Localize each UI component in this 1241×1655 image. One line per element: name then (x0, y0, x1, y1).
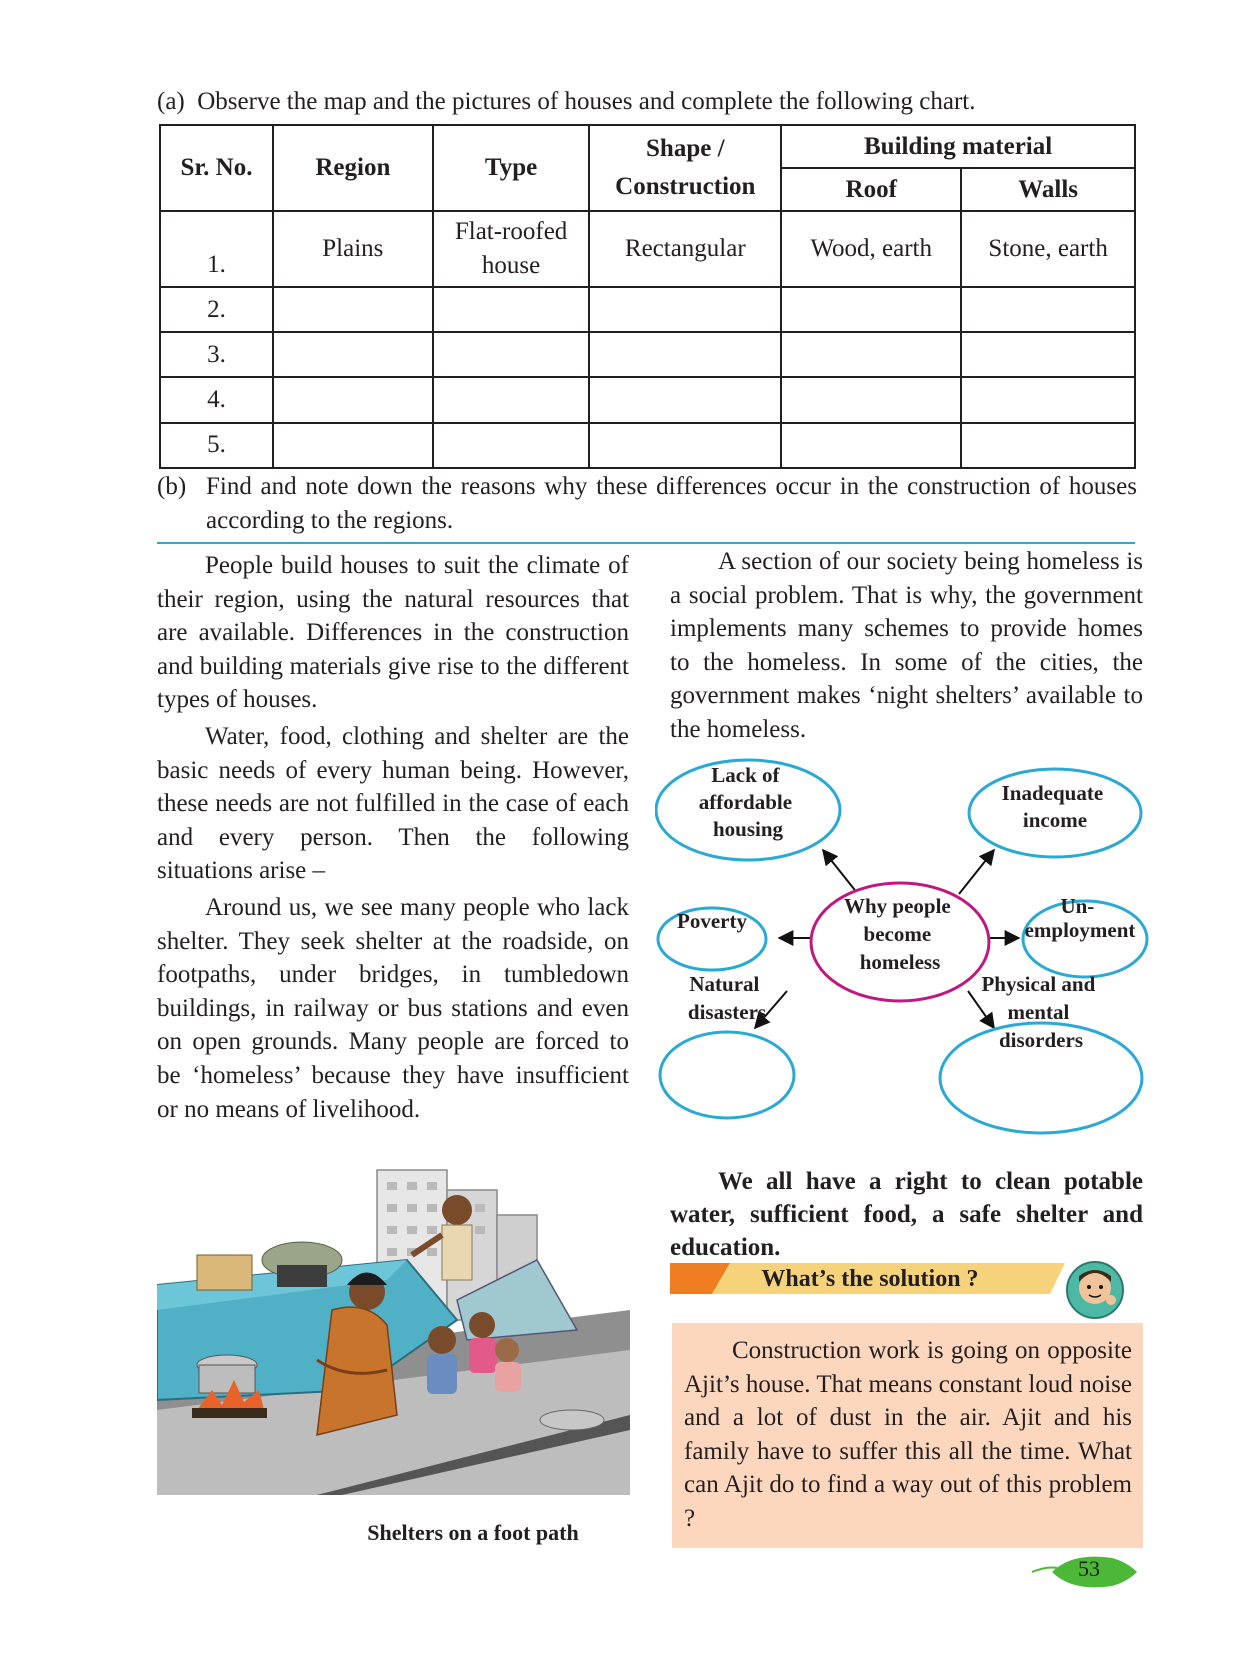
cell-type[interactable] (433, 423, 590, 468)
header-region: Region (273, 125, 433, 211)
illustration-caption: Shelters on a foot path (367, 1520, 579, 1545)
table-row (160, 287, 1135, 332)
question-a (157, 88, 976, 116)
cell-sr: 1. (160, 211, 273, 287)
boy-avatar-icon (1067, 1262, 1123, 1318)
rights-statement: We all have a right to clean potable water, sufficient food, a safe shelter and education. (670, 1168, 1143, 1261)
question-a-text: Observe the map and the pictures of houses and complete the following chart. (197, 88, 976, 115)
table-row (160, 332, 1135, 377)
cell-walls[interactable] (961, 332, 1135, 377)
table-row (160, 423, 1135, 468)
header-sr-no: Sr. No. (160, 125, 273, 211)
cell-shape: Rectangular (589, 211, 781, 287)
question-b-label: (b) (157, 473, 187, 500)
cell-roof[interactable] (781, 377, 961, 422)
page-number: 53 (1078, 1556, 1100, 1581)
cell-walls: Stone, earth (961, 211, 1135, 287)
poverty-label: Poverty (677, 909, 747, 933)
cell-shape[interactable] (589, 377, 781, 422)
paragraph: A section of our society being homeless is a social problem. That is why, the government implements many schemes to provide homes to the homeless. In some of the cities, the government makes ‘night shelters’ available to the homeless. (670, 548, 1143, 743)
homelessness-diagram (655, 755, 1150, 1150)
footpath-shelter-illustration (157, 1160, 630, 1495)
cell-walls[interactable] (961, 377, 1135, 422)
cell-type[interactable] (433, 332, 590, 377)
cell-shape[interactable] (589, 287, 781, 332)
header-walls: Walls (961, 168, 1135, 211)
cell-type[interactable] (433, 377, 590, 422)
cell-roof: Wood, earth (781, 211, 961, 287)
center-label-line: homeless (859, 950, 941, 974)
arrow (823, 850, 858, 894)
node-natural-disasters (660, 1032, 794, 1118)
header-shape: Shape / Construction (589, 125, 781, 211)
header-type: Type (433, 125, 590, 211)
paragraph: Water, food, clothing and shelter are the basic needs of every human being. However, these needs are not fulfilled in the case of each and every person. Then the following situations arise – (157, 722, 629, 885)
arrow (968, 991, 994, 1028)
cell-shape[interactable] (589, 332, 781, 377)
solution-banner-title: What’s the solution ? (761, 1266, 979, 1292)
unemployment-label: Un- employment (1024, 894, 1136, 942)
cell-sr: 3. (160, 332, 273, 377)
header-roof: Roof (781, 168, 961, 211)
cell-walls[interactable] (961, 423, 1135, 468)
cell-sr: 4. (160, 377, 273, 422)
section-divider (157, 542, 1135, 544)
natural-disasters-label: Natural disasters (687, 972, 767, 1024)
arrow (959, 850, 994, 894)
center-label-line: Why people (843, 894, 951, 918)
question-b-text: Find and note down the reasons why these differences occur in the construction of houses according to the regions. (206, 473, 1137, 534)
solution-text: Construction work is going on opposite Ajit’s house. That means constant loud noise and a lot of dust in the air. Ajit and his family have to suffer this all the time. What can Ajit do to find a way out of this problem ? (684, 1337, 1132, 1532)
cell-region[interactable] (273, 377, 433, 422)
cell-type: Flat-roofed house (433, 211, 590, 287)
question-b (157, 470, 1137, 538)
table-row (160, 211, 1135, 287)
cell-walls[interactable] (961, 287, 1135, 332)
left-column (157, 549, 629, 1126)
cell-roof[interactable] (781, 332, 961, 377)
cell-sr: 2. (160, 287, 273, 332)
cell-region[interactable] (273, 423, 433, 468)
paragraph: Around us, we see many people who lack shelter. They seek shelter at the roadside, on footpaths, under bridges, in tumbledown buildings, in railway or bus stations and even on open grounds. Many people are forced to be ‘homeless’ because they have insufficient or no means of livelihood. (157, 893, 629, 1123)
house-types-chart (159, 124, 1136, 469)
cell-roof[interactable] (781, 423, 961, 468)
cell-shape[interactable] (589, 423, 781, 468)
cell-region: Plains (273, 211, 433, 287)
physical-mental-label: Physical and mental disorders (981, 972, 1096, 1052)
cell-sr: 5. (160, 423, 273, 468)
paragraph: People build houses to suit the climate of their region, using the natural resources that are available. Differences in the construction and building materials give rise to the different types of houses. (157, 552, 629, 714)
header-building-material: Building material (781, 125, 1135, 168)
cell-region[interactable] (273, 287, 433, 332)
cell-region[interactable] (273, 332, 433, 377)
inadequate-income-label: Inadequate income (1001, 781, 1104, 832)
right-column (670, 545, 1143, 747)
cell-type[interactable] (433, 287, 590, 332)
question-a-label: (a) (157, 88, 185, 115)
lack-housing-label: Lack of affordable housing (698, 763, 793, 841)
table-row (160, 377, 1135, 422)
cell-roof[interactable] (781, 287, 961, 332)
center-label-line: become (863, 922, 932, 946)
